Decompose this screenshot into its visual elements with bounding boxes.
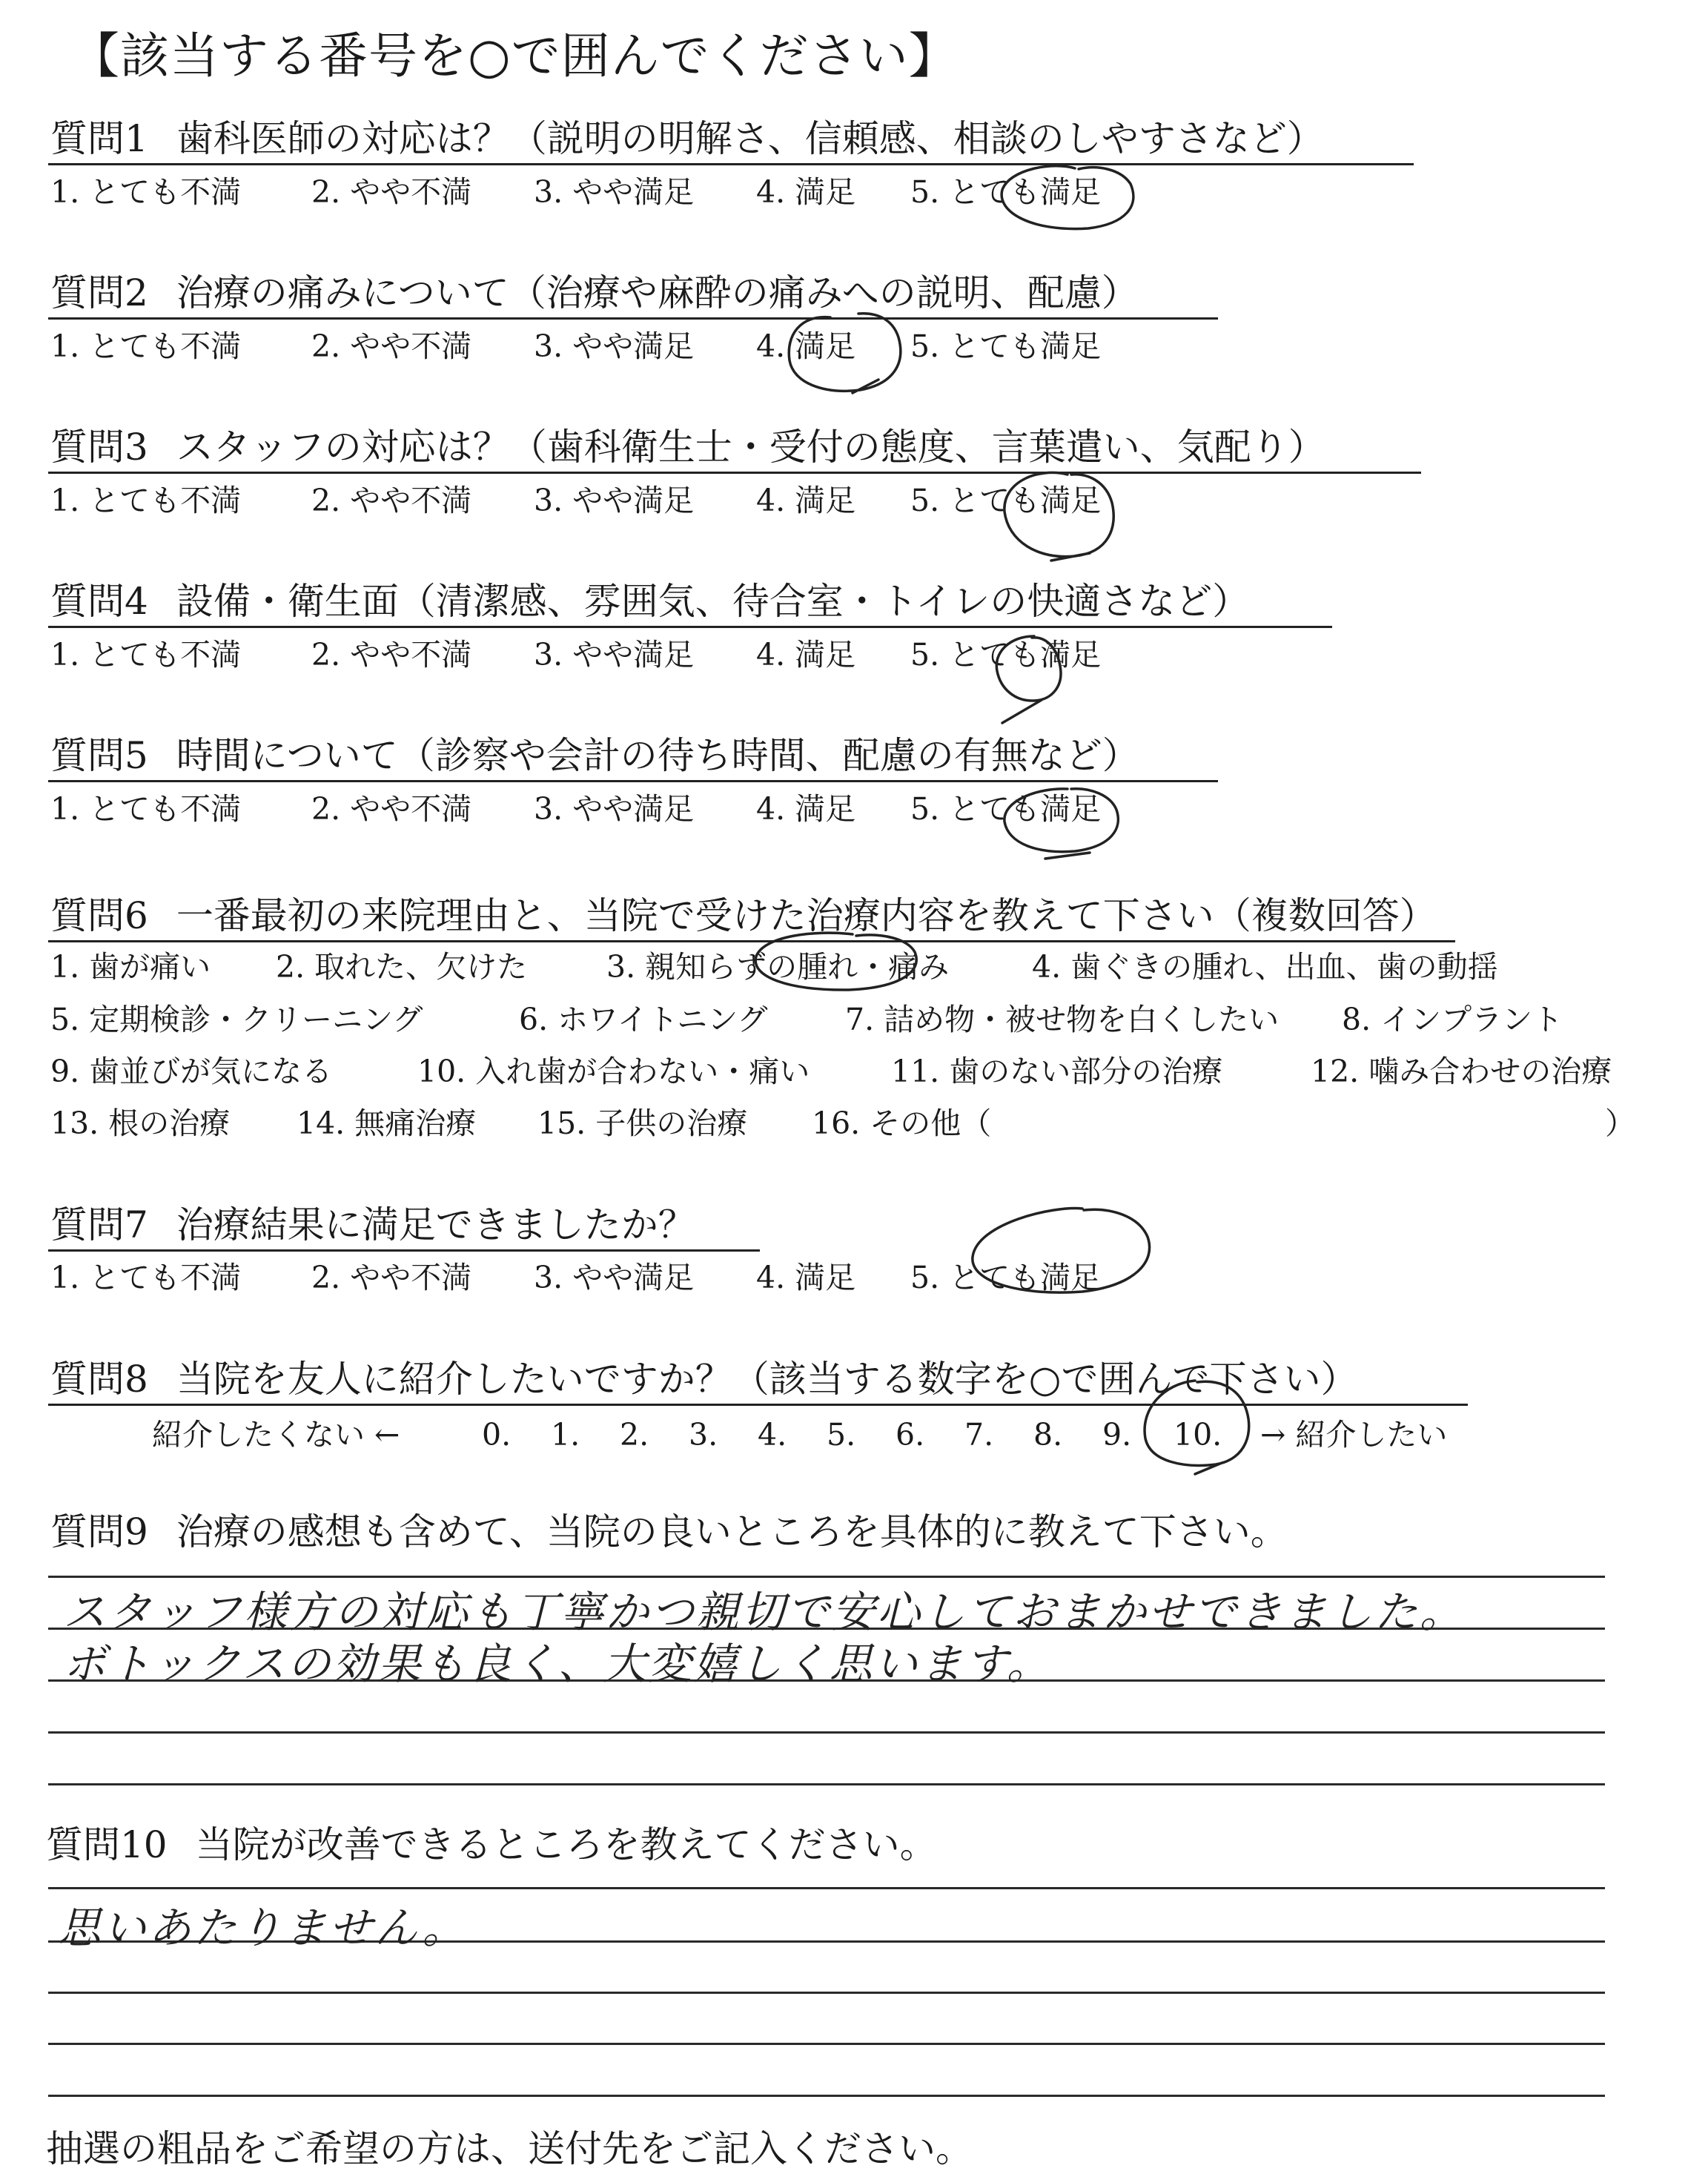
q2-text: 治療の痛みについて（治療や麻酔の痛みへの説明、配慮）	[176, 271, 1139, 314]
q8-text: 当院を友人に紹介したいですか？（該当する数字を○で囲んで下さい）	[176, 1358, 1358, 1401]
q3-number: 質問3	[50, 426, 148, 469]
q10-writing-line-5	[48, 2095, 1605, 2097]
q6-option-5[interactable]: 5. 定期検診・クリーニング	[50, 1002, 423, 1037]
q1-underline	[48, 163, 1414, 165]
q1-text: 歯科医師の対応は？（説明の明解さ、信頼感、相談のしやすさなど）	[176, 117, 1324, 160]
q8-scale-6[interactable]: 6.	[896, 1417, 925, 1453]
q10-answer-line-1[interactable]: 思いあたりません。	[58, 1903, 468, 1953]
q1-option-3[interactable]: 3. やや満足	[534, 174, 695, 210]
q6-option-11[interactable]: 11. 歯のない部分の治療	[891, 1054, 1223, 1089]
q4-option-2[interactable]: 2. やや不満	[311, 637, 472, 673]
q9-answer-line-2[interactable]: ボトックスの効果も良く、大変嬉しく思います。	[63, 1639, 1052, 1689]
q8-left-label: 紹介したくない ←	[152, 1417, 400, 1453]
q1-option-5[interactable]: 5. とても満足	[910, 174, 1102, 210]
q3-option-2[interactable]: 2. やや不満	[311, 483, 472, 518]
q4-option-1[interactable]: 1. とても不満	[50, 637, 242, 673]
q5-text: 時間について（診察や会計の待ち時間、配慮の有無など）	[176, 734, 1139, 777]
q4-heading	[50, 579, 1249, 627]
q8-right-label: → 紹介したい	[1260, 1417, 1448, 1453]
q6-option-8[interactable]: 8. インプラント	[1342, 1002, 1563, 1037]
q9-heading	[50, 1510, 1288, 1557]
q3-option-1[interactable]: 1. とても不満	[50, 483, 242, 518]
q9-writing-line-5	[48, 1783, 1605, 1785]
q3-option-3[interactable]: 3. やや満足	[534, 483, 695, 518]
q7-number: 質問7	[50, 1203, 148, 1246]
q5-underline	[48, 780, 1218, 782]
q6-option-1[interactable]: 1. 歯が痛い	[50, 949, 211, 985]
q3-underline	[48, 472, 1421, 474]
q6-option-4[interactable]: 4. 歯ぐきの腫れ、出血、歯の動揺	[1032, 949, 1498, 985]
q4-option-5[interactable]: 5. とても満足	[910, 637, 1102, 673]
q8-scale-1[interactable]: 1.	[551, 1417, 580, 1453]
q4-number: 質問4	[50, 580, 148, 623]
q8-scale-7[interactable]: 7.	[964, 1417, 994, 1453]
q3-text: スタッフの対応は？（歯科衛生士・受付の態度、言葉遣い、気配り）	[176, 426, 1325, 469]
q8-heading	[50, 1357, 1357, 1404]
q1-option-4[interactable]: 4. 満足	[756, 174, 856, 210]
q8-number: 質問8	[50, 1358, 148, 1401]
q5-option-3[interactable]: 3. やや満足	[534, 791, 695, 827]
q6-option-9[interactable]: 9. 歯並びが気になる	[50, 1054, 333, 1089]
q8-underline	[48, 1404, 1468, 1406]
q2-option-4[interactable]: 4. 満足	[756, 328, 856, 364]
q6-option-13[interactable]: 13. 根の治療	[50, 1106, 231, 1141]
q9-answer-line-1[interactable]: スタッフ様方の対応も丁寧かつ親切で安心しておまかせできました。	[63, 1587, 1466, 1637]
q3-option-4[interactable]: 4. 満足	[756, 483, 856, 518]
q8-scale-8[interactable]: 8.	[1033, 1417, 1063, 1453]
q10-text: 当院が改善できるところを教えてください。	[195, 1823, 937, 1866]
q6-option-15[interactable]: 15. 子供の治療	[537, 1106, 748, 1141]
q7-option-3[interactable]: 3. やや満足	[534, 1260, 695, 1295]
q5-number: 質問5	[50, 734, 148, 777]
q10-writing-line-3	[48, 1992, 1605, 1994]
q8-scale-5[interactable]: 5.	[827, 1417, 856, 1453]
q2-option-5[interactable]: 5. とても満足	[910, 328, 1102, 364]
q6-option-2[interactable]: 2. 取れた、欠けた	[276, 949, 528, 985]
q7-heading	[50, 1203, 695, 1250]
q6-option-16-close-paren: ）	[1605, 1106, 1635, 1141]
q7-text: 治療結果に満足できましたか？	[176, 1203, 695, 1246]
footer-text: 抽選の粗品をご希望の方は、送付先をご記入ください。	[46, 2127, 973, 2170]
q9-writing-line-4	[48, 1731, 1605, 1734]
q1-heading	[50, 116, 1324, 164]
q5-option-1[interactable]: 1. とても不満	[50, 791, 242, 827]
q3-option-5[interactable]: 5. とても満足	[910, 483, 1102, 518]
q4-option-3[interactable]: 3. やや満足	[534, 637, 695, 673]
q2-option-1[interactable]: 1. とても不満	[50, 328, 242, 364]
q6-option-3[interactable]: 3. 親知らずの腫れ・痛み	[606, 949, 950, 985]
q6-option-16[interactable]: 16. その他（	[812, 1106, 992, 1141]
page-title: 【該当する番号を○で囲んでください】	[70, 27, 959, 85]
q2-heading	[50, 271, 1139, 318]
q5-heading	[50, 733, 1139, 781]
q2-option-2[interactable]: 2. やや不満	[311, 328, 472, 364]
q6-text: 一番最初の来院理由と、当院で受けた治療内容を教えて下さい（複数回答）	[176, 894, 1437, 937]
q7-option-4[interactable]: 4. 満足	[756, 1260, 856, 1295]
q4-text: 設備・衛生面（清潔感、雰囲気、待合室・トイレの快適さなど）	[176, 580, 1250, 623]
q8-scale-4[interactable]: 4.	[758, 1417, 787, 1453]
q9-text: 治療の感想も含めて、当院の良いところを具体的に教えて下さい。	[176, 1510, 1288, 1553]
q8-scale-3[interactable]: 3.	[689, 1417, 718, 1453]
q7-option-5[interactable]: 5. とても満足	[910, 1260, 1102, 1295]
q8-scale-9[interactable]: 9.	[1102, 1417, 1132, 1453]
q1-option-2[interactable]: 2. やや不満	[311, 174, 472, 210]
q2-underline	[48, 317, 1218, 320]
q1-option-1[interactable]: 1. とても不満	[50, 174, 242, 210]
q7-option-2[interactable]: 2. やや不満	[311, 1260, 472, 1295]
q4-option-4[interactable]: 4. 満足	[756, 637, 856, 673]
q10-number: 質問10	[46, 1823, 168, 1866]
q7-underline	[48, 1249, 760, 1252]
q8-scale-2[interactable]: 2.	[620, 1417, 649, 1453]
q6-heading	[50, 893, 1437, 941]
q6-option-14[interactable]: 14. 無痛治療	[297, 1106, 477, 1141]
q10-writing-line-1	[48, 1887, 1605, 1889]
q6-option-7[interactable]: 7. 詰め物・被せ物を白くしたい	[845, 1002, 1280, 1037]
q6-option-6[interactable]: 6. ホワイトニング	[519, 1002, 768, 1037]
q8-scale-10[interactable]: 10.	[1174, 1417, 1222, 1453]
q7-option-1[interactable]: 1. とても不満	[50, 1260, 242, 1295]
q10-heading	[46, 1823, 937, 1870]
q5-option-4[interactable]: 4. 満足	[756, 791, 856, 827]
q6-underline	[48, 940, 1455, 942]
q10-writing-line-4	[48, 2043, 1605, 2045]
q6-option-10[interactable]: 10. 入れ歯が合わない・痛い	[417, 1054, 810, 1089]
q6-number: 質問6	[50, 894, 148, 937]
q5-option-2[interactable]: 2. やや不満	[311, 791, 472, 827]
q9-number: 質問9	[50, 1510, 148, 1553]
q8-scale-0[interactable]: 0.	[482, 1417, 512, 1453]
q1-number: 質問1	[50, 117, 148, 160]
q3-heading	[50, 425, 1325, 472]
q2-option-3[interactable]: 3. やや満足	[534, 328, 695, 364]
q6-option-12[interactable]: 12. 噛み合わせの治療	[1311, 1054, 1612, 1089]
q4-underline	[48, 626, 1332, 628]
q5-option-5[interactable]: 5. とても満足	[910, 791, 1102, 827]
q2-number: 質問2	[50, 271, 148, 314]
